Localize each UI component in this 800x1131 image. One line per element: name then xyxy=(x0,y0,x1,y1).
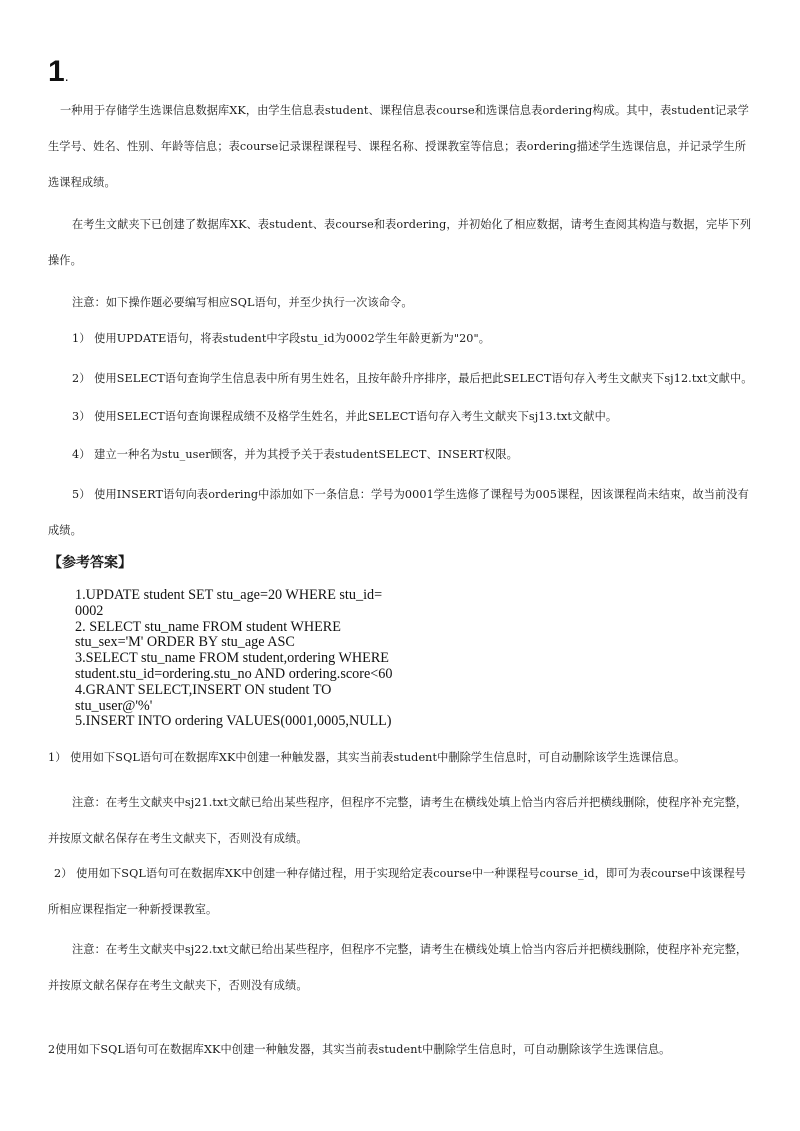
setup-paragraph: 在考生文献夹下已创建了数据库XK、表student、表course和表ordering，并初始化了相应数据，请考生查阅其构造与数据，完毕下列操作。 xyxy=(48,218,752,267)
task-1-note: 注意：在考生文献夹中sj21.txt文献已给出某些程序，但程序不完整，请考生在横线处填上恰当内容后并把横线删除，使程序补充完整，并按原文献名保存在考生文献夹下，否则没有成绩。 xyxy=(48,796,748,845)
section-number xyxy=(48,54,69,94)
task-2: 2） 使用如下SQL语句可在数据库XK中创建一种存储过程，用于实现给定表course中一种课程号course_id，即可为表course中该课程号所相应课程指定一种新授课教室。 xyxy=(48,867,747,916)
code-line: 3.SELECT stu_name FROM student,ordering WHERE xyxy=(75,650,389,667)
intro-paragraph: 一种用于存储学生选课信息数据库XK，由学生信息表student、课程信息表course和选课信息表ordering构成。其中，表student记录学生学号、姓名、性别、年龄等信息；表course记录课程课程号、课程名称、授课教室等信息；表ordering描述学生选课信息，并记录学生所选课程成绩。 xyxy=(48,104,749,189)
code-line: 2. SELECT stu_name FROM student WHERE xyxy=(75,618,341,635)
code-line: 1.UPDATE student SET stu_age=20 WHERE stu_id= xyxy=(75,587,383,603)
question-4: 4） 建立一种名为stu_user顾客，并为其授予关于表studentSELECT、INSERT权限。 xyxy=(72,448,518,461)
answer-code-block xyxy=(75,588,415,730)
code-line: stu_user@'%' xyxy=(75,697,153,714)
task-3: 2使用如下SQL语句可在数据库XK中创建一种触发器，其实当前表student中删除学生信息时，可自动删除该学生选课信息。 xyxy=(48,1043,671,1056)
code-line: 4.GRANT SELECT,INSERT ON student TO xyxy=(75,681,332,698)
section-number-dot: . xyxy=(64,68,69,84)
section-number-digit: 1 xyxy=(48,55,65,88)
question-3: 3） 使用SELECT语句查询课程成绩不及格学生姓名，并此SELECT语句存入考生文献夹下sj13.txt文献中。 xyxy=(72,410,618,423)
question-5: 5） 使用INSERT语句向表ordering中添加如下一条信息：学号为0001学生选修了课程号为005课程，因该课程尚未结束，故当前没有成绩。 xyxy=(48,488,749,537)
answer-heading: 【参考答案】 xyxy=(48,555,132,571)
question-2: 2） 使用SELECT语句查询学生信息表中所有男生姓名，且按年龄升序排序，最后把此SELECT语句存入考生文献夹下sj12.txt文献中。 xyxy=(72,372,753,385)
question-1: 1） 使用UPDATE语句，将表student中字段stu_id为0002学生年龄更新为"20"。 xyxy=(72,332,491,345)
task-2-note: 注意：在考生文献夹中sj22.txt文献已给出某些程序，但程序不完整，请考生在横线处填上恰当内容后并把横线删除，使程序补充完整，并按原文献名保存在考生文献夹下，否则没有成绩。 xyxy=(48,943,748,992)
note-paragraph: 注意：如下操作题必要编写相应SQL语句，并至少执行一次该命令。 xyxy=(72,296,413,309)
code-line: student.stu_id=ordering.stu_no AND ordering.score<60 xyxy=(75,665,393,682)
code-line: 0002 xyxy=(75,602,104,619)
task-1: 1） 使用如下SQL语句可在数据库XK中创建一种触发器，其实当前表student中删除学生信息时，可自动删除该学生选课信息。 xyxy=(48,751,686,764)
code-line: stu_sex='M' ORDER BY stu_age ASC xyxy=(75,634,295,651)
code-line: 5.INSERT INTO ordering VALUES(0001,0005,NULL) xyxy=(75,713,392,730)
